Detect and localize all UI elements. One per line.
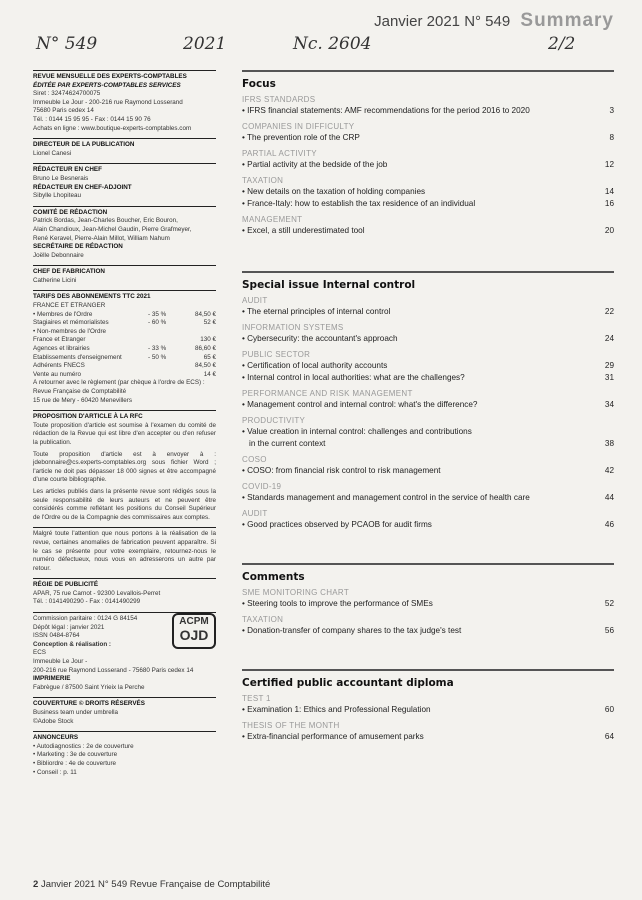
proposal-paragraph: Toute proposition d'article est soumise à l'examen du comité de rédaction de la Revue qui est libre d'en accepter ou d'en refuser la publication. <box>33 421 216 446</box>
entry-page <box>592 426 614 438</box>
regie-line: APAR, 75 rue Carnot - 92300 Levallois-Perret <box>33 589 161 597</box>
rate-row <box>33 354 216 363</box>
rate-price: 65 € <box>203 353 216 361</box>
staff-committee <box>33 206 216 261</box>
entry-page: 3 <box>609 106 614 115</box>
section-title <box>242 279 614 291</box>
rate-discount <box>148 328 186 337</box>
category-label: PUBLIC SECTOR <box>242 350 311 359</box>
regie-line: Tél. : 0141490290 - Fax : 0141490299 <box>33 598 141 606</box>
entry-page: 46 <box>604 520 614 529</box>
rate-label: France et Étranger <box>33 336 86 344</box>
staff-fabrication <box>33 265 216 285</box>
rate-row <box>33 371 216 380</box>
rate-label: Adhérents FNECS <box>33 362 85 370</box>
staff-heading: DIRECTEUR DE LA PUBLICATION <box>33 141 135 149</box>
entry-title: • France-Italy: how to establish the tax residence of an individual <box>242 199 476 208</box>
masthead-subtitle: ÉDITÉE PAR EXPERTS-COMPTABLES SERVICES <box>33 81 181 89</box>
toc-entry-continued[interactable] <box>242 438 614 450</box>
entry-title: • Management control and internal control: what's the difference? <box>242 400 478 409</box>
category-label: INFORMATION SYSTEMS <box>242 323 344 332</box>
category-label: TAXATION <box>242 176 284 185</box>
cover-line: ©Adobe Stock <box>33 717 74 725</box>
staff-director <box>33 138 216 158</box>
entry-title: • COSO: from financial risk control to risk management <box>242 466 441 475</box>
handwritten-number: Nc. 2604 <box>293 34 372 54</box>
category-label: AUDIT <box>242 509 268 518</box>
toc-entry[interactable] <box>242 426 614 438</box>
entry-title: • New details on the taxation of holding companies <box>242 187 426 196</box>
conception-heading: Conception & réalisation : <box>33 640 112 648</box>
entry-page: 42 <box>604 466 614 475</box>
staff-name: Lionel Canesi <box>33 149 72 157</box>
entry-title: • Excel, a still underestimated tool <box>242 226 365 235</box>
category-label: SME MONITORING CHART <box>242 588 350 597</box>
entry-title: • IFRS financial statements: AMF recommendations for the period 2016 to 2020 <box>242 106 530 115</box>
category-label: COVID-19 <box>242 482 282 491</box>
toc-entry[interactable] <box>242 225 614 237</box>
section-title-accent: Internal control <box>322 279 416 291</box>
header-issue: N° 549 <box>464 13 511 30</box>
entry-page: 24 <box>604 334 614 343</box>
toc-entry[interactable] <box>242 306 614 318</box>
section-title <box>242 571 614 583</box>
proposal-heading: PROPOSITION D'ARTICLE À LA RFC <box>33 413 143 421</box>
masthead-line: Achats en ligne : www.boutique-experts-comptables.com <box>33 124 192 132</box>
toc-entry[interactable] <box>242 731 614 743</box>
staff-heading: COMITÉ DE RÉDACTION <box>33 208 108 216</box>
printer-line: Fabrègue / 87500 Saint Yrieix la Perche <box>33 683 145 691</box>
entry-title: • Examination 1: Ethics and Professional Regulation <box>242 705 431 714</box>
toc-entry[interactable] <box>242 704 614 716</box>
staff-name: René Keravel, Pierre-Alain Millot, William Nahum <box>33 234 170 242</box>
rate-price: 84,50 € <box>194 310 216 318</box>
masthead-line: Tél. : 0144 15 95 95 - Fax : 0144 15 90 76 <box>33 115 151 123</box>
entry-page: 64 <box>604 732 614 741</box>
page-footer <box>33 879 270 890</box>
toc-entry[interactable] <box>242 492 614 504</box>
toc-entry[interactable] <box>242 105 614 117</box>
rate-label: Vente au numéro <box>33 370 81 378</box>
staff-name: Joëlle Debonnaire <box>33 251 84 259</box>
advertisers-heading: ANNONCEURS <box>33 734 79 742</box>
article-proposal <box>33 410 216 522</box>
rate-price: 52 € <box>203 319 216 327</box>
logo-text: OJD <box>179 627 209 644</box>
entry-title: • Cybersecurity: the accountant's approach <box>242 334 398 343</box>
toc-entry[interactable] <box>242 186 614 198</box>
entry-page: 14 <box>604 187 614 196</box>
section-title <box>242 78 614 90</box>
toc-section-special-issue <box>242 271 614 531</box>
footer-journal: Revue Française de Comptabilité <box>129 879 271 890</box>
rate-discount <box>148 371 186 380</box>
entry-page: 60 <box>604 705 614 714</box>
advertiser-line: • Conseil : p. 11 <box>33 768 77 776</box>
category-label: TEST 1 <box>242 694 271 703</box>
rate-row <box>33 345 216 354</box>
legal-line: ISSN 0484-8764 <box>33 632 80 640</box>
category-label: COSO <box>242 455 267 464</box>
entry-title: in the current context <box>249 439 326 448</box>
advertising-agency <box>33 578 216 607</box>
regie-heading: RÉGIE DE PUBLICITÉ <box>33 581 99 589</box>
staff-name: Alain Chandioux, Jean-Michel Gaudin, Pierre Grafmeyer, <box>33 225 192 233</box>
entry-title: • Donation-transfer of company shares to the tax judge's test <box>242 626 462 635</box>
toc-entry[interactable] <box>242 465 614 477</box>
proposal-paragraph: Les articles publiés dans la présente revue sont rédigés sous la seule responsabilité de leurs auteurs et ne peuvent être considérés comme reflétant les positions du Conseil Supérieur de l'Ordre ou de la Compagnie des commissaires aux comptes. <box>33 487 216 521</box>
handwritten-year: 2021 <box>183 34 227 54</box>
rates-heading: TARIFS DES ABONNEMENTS TTC 2021 <box>33 293 151 301</box>
entry-title: • Good practices observed by PCAOB for audit firms <box>242 520 432 529</box>
toc-entry[interactable] <box>242 360 614 372</box>
conception-line: 200-216 rue Raymond Losserand - 75680 Paris cedex 14 <box>33 666 194 674</box>
footer-issue: N° 549 <box>97 879 128 890</box>
toc-entry[interactable] <box>242 372 614 384</box>
rate-label: Établissements d'enseignement <box>33 353 122 361</box>
rate-row <box>33 319 216 328</box>
legal-info <box>33 612 216 692</box>
legal-line: Commission paritaire : 0124 G 84154 <box>33 615 138 623</box>
category-label: PARTIAL ACTIVITY <box>242 149 317 158</box>
entry-title: • Internal control in local authorities: what are the challenges? <box>242 373 465 382</box>
section-title-text: Certified public accountant diploma <box>242 677 454 689</box>
handwritten-issue: N° 549 <box>36 34 98 54</box>
toc-entry[interactable] <box>242 159 614 171</box>
entry-page: 34 <box>604 400 614 409</box>
rate-discount: - 33 % <box>148 345 167 353</box>
staff-heading: CHEF DE FABRICATION <box>33 268 105 276</box>
toc-entry[interactable] <box>242 198 614 210</box>
logo-text: ACPM <box>179 616 209 628</box>
handwritten-page-count: 2/2 <box>548 34 576 54</box>
entry-page: 31 <box>604 373 614 382</box>
cover-credits <box>33 697 216 726</box>
rate-row <box>33 311 216 320</box>
rate-label: Stagiaires et mémorialistes <box>33 319 109 327</box>
masthead-title: REVUE MENSUELLE DES EXPERTS-COMPTABLES <box>33 73 187 80</box>
rate-row <box>33 336 216 345</box>
entry-page: 20 <box>604 226 614 235</box>
rate-price: 14 € <box>203 370 216 378</box>
subscription-rates <box>33 290 216 405</box>
rate-price <box>186 328 216 337</box>
category-label: MANAGEMENT <box>242 215 303 224</box>
header-section-title: Summary <box>520 10 614 31</box>
advertisers <box>33 731 216 777</box>
rate-label: • Membres de l'Ordre <box>33 310 93 318</box>
section-title <box>242 677 614 689</box>
entry-title: • Partial activity at the bedside of the job <box>242 160 388 169</box>
rate-discount: - 35 % <box>148 310 167 318</box>
entry-page: 29 <box>604 361 614 370</box>
staff-name: Bruno Le Besnerais <box>33 174 89 182</box>
staff-heading: RÉDACTEUR EN CHEF <box>33 166 102 174</box>
section-title-text: Comments <box>242 571 305 583</box>
rate-discount: - 50 % <box>148 353 167 361</box>
proposal-paragraph: Toute proposition d'article est à envoyer à : jdebonnaire@cs.experts-comptables.org sous fichier Word ; l'article ne doit pas dépasser 18 000 signes et être accompagné d'une courte bibliographie. <box>33 450 216 484</box>
entry-page: 44 <box>604 493 614 502</box>
notice-paragraph: Malgré toute l'attention que nous portons à la réalisation de la revue, certaines anomalies de fabrication peuvent apparaître. Si le cas se présente pour votre exemplaire, retournez-nous le numéro défectueux, nous vous en adresserons un autre par retour. <box>33 530 216 572</box>
rate-price: 86,60 € <box>194 345 216 353</box>
masthead-line: Immeuble Le Jour - 200-216 rue Raymond Losserand <box>33 98 183 106</box>
cover-line: Business team under umbrella <box>33 709 119 716</box>
category-label: TAXATION <box>242 615 284 624</box>
entry-page: 12 <box>604 160 614 169</box>
acpm-ojd-logo <box>172 613 216 649</box>
advertiser-line: • Bibliordre : 4e de couverture <box>33 759 117 767</box>
staff-name: Sibylle Lhopiteau <box>33 192 81 200</box>
rate-price: 130 € <box>200 336 216 344</box>
masthead-line: 75680 Paris cedex 14 <box>33 107 94 115</box>
category-label: THESIS OF THE MONTH <box>242 721 340 730</box>
toc-entry[interactable] <box>242 132 614 144</box>
entry-title: • Certification of local authority accounts <box>242 361 388 370</box>
category-label: PERFORMANCE AND RISK MANAGEMENT <box>242 389 413 398</box>
category-label: COMPANIES IN DIFFICULTY <box>242 122 355 131</box>
entry-page: 8 <box>609 133 614 142</box>
category-label: PRODUCTIVITY <box>242 416 306 425</box>
defect-notice <box>33 527 216 573</box>
toc-entry[interactable] <box>242 333 614 345</box>
category-label: IFRS STANDARDS <box>242 95 316 104</box>
category-label: AUDIT <box>242 296 268 305</box>
conception-line: ECS <box>33 649 46 657</box>
toc-section-diploma <box>242 669 614 743</box>
entry-page: 22 <box>604 307 614 316</box>
entry-title: • Steering tools to improve the performance of SMEs <box>242 599 433 608</box>
conception-line: Immeuble Le Jour - <box>33 658 88 666</box>
entry-page: 56 <box>604 626 614 635</box>
advertiser-line: • Autodiagnostics : 2e de couverture <box>33 742 134 750</box>
toc-section-comments <box>242 563 614 637</box>
staff-name: Patrick Bordas, Jean-Charles Boucher, Eric Bouron, <box>33 217 178 225</box>
printer-heading: IMPRIMERIE <box>33 675 71 683</box>
entry-title: • Value creation in internal control: challenges and contributions <box>242 427 472 436</box>
rate-row <box>33 328 216 337</box>
staff-heading: RÉDACTEUR EN CHEF-ADJOINT <box>33 183 132 191</box>
staff-heading: SECRÉTAIRE DE RÉDACTION <box>33 243 123 251</box>
cover-heading: COUVERTURE © DROITS RÉSERVÉS <box>33 700 145 708</box>
entry-page: 16 <box>604 199 614 208</box>
entry-title: • Extra-financial performance of amusement parks <box>242 732 424 741</box>
toc-entry[interactable] <box>242 519 614 531</box>
staff-editors <box>33 163 216 200</box>
masthead-block <box>33 70 216 133</box>
advertiser-line: • Marketing : 3e de couverture <box>33 751 118 759</box>
rate-discount: - 60 % <box>148 319 167 327</box>
rate-label: Agences et librairies <box>33 345 90 353</box>
table-of-contents <box>242 70 614 743</box>
rates-note: 15 rue de Mery - 60420 Menevillers <box>33 396 133 404</box>
section-title-text: Special issue <box>242 279 320 291</box>
entry-title: • The eternal principles of internal control <box>242 307 391 316</box>
staff-name: Catherine Licini <box>33 276 77 284</box>
toc-entry[interactable] <box>242 625 614 637</box>
rate-price: 84,50 € <box>194 362 216 370</box>
section-title-text: Focus <box>242 78 276 90</box>
footer-page-number: 2 <box>33 879 39 890</box>
rates-note: Revue Française de Comptabilité <box>33 388 127 395</box>
entry-title: • The prevention role of the CRP <box>242 133 360 142</box>
rates-subheading: FRANCE ET ÉTRANGER <box>33 302 106 310</box>
rate-discount <box>148 362 186 371</box>
entry-page: 52 <box>604 599 614 608</box>
rates-note: À retourner avec le règlement (par chèque à l'ordre de ECS) : <box>33 379 205 387</box>
toc-section-focus <box>242 70 614 237</box>
rate-label: • Non-membres de l'Ordre <box>33 327 107 335</box>
entry-page: 38 <box>604 439 614 448</box>
toc-entry[interactable] <box>242 399 614 411</box>
header-date: Janvier 2021 <box>374 13 461 30</box>
toc-entry[interactable] <box>242 598 614 610</box>
page-header <box>374 10 614 32</box>
rate-discount <box>148 336 186 345</box>
masthead-line: Siret : 32474624700075 <box>33 90 101 98</box>
legal-line: Dépôt légal : janvier 2021 <box>33 623 105 631</box>
rate-row <box>33 362 216 371</box>
entry-title: • Standards management and management control in the service of health care <box>242 493 530 502</box>
masthead-column <box>33 70 216 782</box>
footer-date: Janvier 2021 <box>40 879 96 890</box>
